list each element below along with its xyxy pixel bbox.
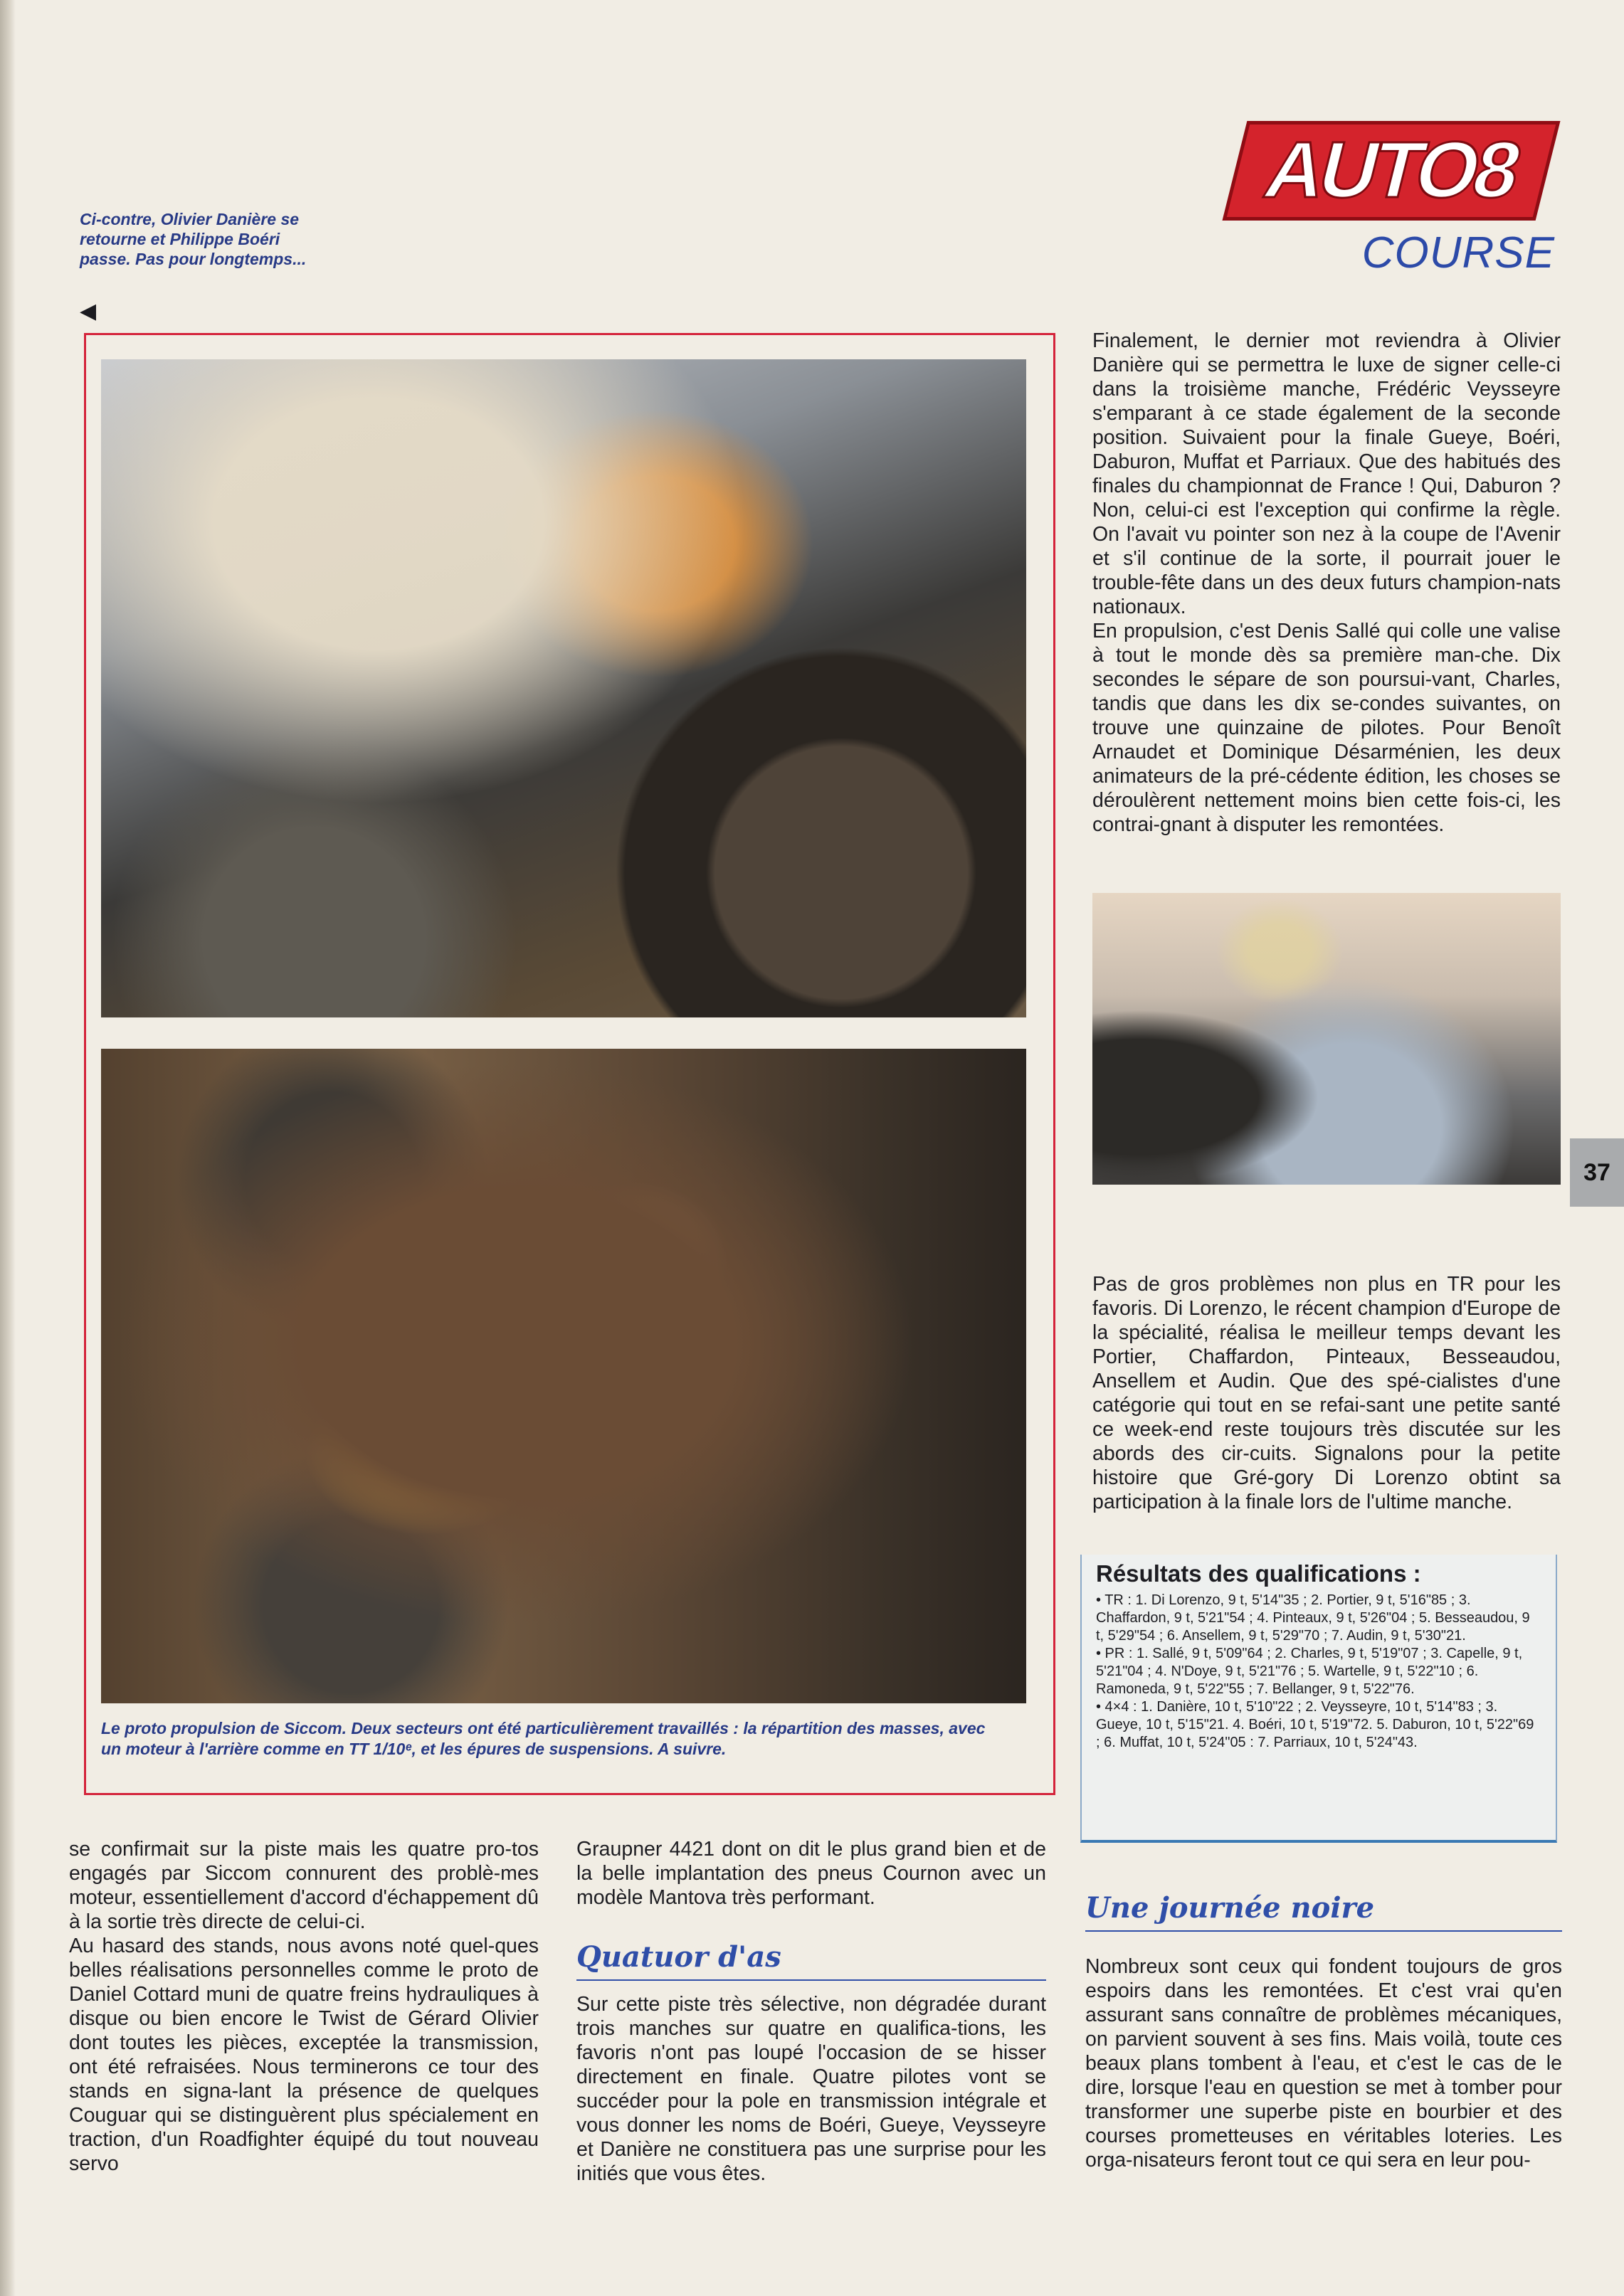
article-column-right-top bbox=[1092, 329, 1561, 837]
paragraph: Sur cette piste très sélective, non dégradée durant trois manches sur quatre en qualifica-tions, les favoris n'ont pas loupé l'occasion de se hisser directement en finale. Quatre pilotes vont se succéder pour la pole en transmission intégrale et vous donner les noms de Boéri, Gueye, Veysseyre et Danière ne constituera pas une surprise pour les initiés que vous êtes. bbox=[576, 1993, 1046, 2185]
article-column-middle-bottom-2 bbox=[576, 1992, 1046, 2186]
logo-course-text: COURSE bbox=[1361, 228, 1555, 277]
results-box bbox=[1080, 1555, 1557, 1843]
heading-rule bbox=[1085, 1930, 1562, 1932]
article-column-right-bottom bbox=[1085, 1954, 1562, 2172]
photo-caption-bottom: Le proto propulsion de Siccom. Deux secteurs ont été particulièrement travaillés : la répartition des masses, avec un moteur à l'arrière comme en TT 1/10ᵉ, et les épures de suspensions. A suivre. bbox=[101, 1719, 986, 1758]
heading-rule bbox=[576, 1979, 1046, 1981]
results-title: Résultats des qualifications : bbox=[1096, 1560, 1421, 1587]
paragraph: En propulsion, c'est Denis Sallé qui colle une valise à tout le monde dès sa première man-che. Dix secondes le sépare de son poursui-vant, Charles, tandis que dans les dix se-condes suivantes, on trouve une quinzaine de pilotes. Pour Benoît Arnaudet et Dominique Désarménien, les deux animateurs de la pré-cédente édition, les choses se déroulèrent nettement moins bien cette fois-ci, les contrai-gnant à disputer les remontées. bbox=[1092, 620, 1561, 836]
article-column-right-middle bbox=[1092, 1272, 1561, 1514]
section-heading-journee-noire: Une journée noire bbox=[1085, 1891, 1375, 1925]
paragraph: Au hasard des stands, nous avons noté quel-ques belles réalisations personnelles comme le proto de Daniel Cottard muni de quatre freins hydrauliques à disque ou bien encore le Twist de Gérard Olivier dont toutes les pièces, exceptée la transmission, ont été refraisées. Nous terminerons ce tour des stands en signa-lant la présence de quelques Couguar qui se distinguèrent plus spécialement en traction, d'un Roadfighter équipé du tout nouveau servo bbox=[69, 1935, 539, 2175]
page-binding-shadow bbox=[0, 0, 16, 2296]
photo-buggy-wheel bbox=[1092, 893, 1561, 1185]
page-number: 37 bbox=[1570, 1138, 1624, 1207]
paragraph: Graupner 4421 dont on dit le plus grand bien et de la belle implantation des pneus Cournon avec un modèle Mantova très performant. bbox=[576, 1838, 1046, 1909]
section-heading-quatuor: Quatuor d'as bbox=[576, 1940, 781, 1974]
results-tr: • TR : 1. Di Lorenzo, 9 t, 5'14"35 ; 2. Portier, 9 t, 5'16"85 ; 3. Chaffardon, 9 t, 5'21"54 ; 4. Pinteaux, 9 t, 5'26"04 ; 5. Besseaudou, 9 t, 5'29"54 ; 6. Ansellem, 9 t, 5'29"70 ; 7. Audin, 9 t, 5'30"21. bbox=[1096, 1592, 1530, 1644]
paragraph: Pas de gros problèmes non plus en TR pour les favoris. Di Lorenzo, le récent champion d'Europe de la spécialité, réalisa le meilleur temps devant les Portier, Chaffardon, Pinteaux, Besseaudou, Ansellem et Audin. Que des spé-cialistes d'une catégorie qui tout en se refai-sant une petite santé ce week-end reste toujours très discutée sur les abords des cir-cuits. Signalons pour la petite histoire que Gré-gory Di Lorenzo obtint sa participation à la finale lors de l'ultime manche. bbox=[1092, 1273, 1561, 1513]
paragraph: Nombreux sont ceux qui fondent toujours de gros espoirs dans les remontées. Et c'est vrai qu'en assurant sans connaître de problèmes mécaniques, on parvient souvent à ses fins. Mais voilà, toute ces beaux plans tombent à l'eau, et c'est le cas de le dire, lorsque l'eau en question se met à tomber pour transformer une superbe piste en bourbier et des courses prometteuses en véritables loteries. Les orga-nisateurs feront tout ce qui sera en leur pou- bbox=[1085, 1955, 1562, 2171]
photo-siccom-proto bbox=[101, 1049, 1026, 1703]
logo-auto-text: AUTO8 bbox=[1223, 121, 1561, 221]
paragraph: Finalement, le dernier mot reviendra à Olivier Danière qui se permettra le luxe de signer celle-ci dans la troisième manche, Frédéric Veysseyre s'emparant à ce stade également de la seconde position. Suivaient pour la finale Gueye, Boéri, Daburon, Muffat et Parriaux. Que des habitués des finales du championnat de France ! Qui, Daburon ? Non, celui-ci est l'exception qui confirme la règle. On l'avait vu pointer son nez à la coupe de l'Avenir et s'il continue de la sorte, il pourrait jouer le trouble-fête dans un des deux futurs champion-nats nationaux. bbox=[1092, 329, 1561, 618]
photo-engine-closeup bbox=[101, 359, 1026, 1017]
results-4x4: • 4×4 : 1. Danière, 10 t, 5'10"22 ; 2. Veysseyre, 10 t, 5'14"83 ; 3. Gueye, 10 t, 5'15"21. 4. Boéri, 10 t, 5'19"72. 5. Daburon, 10 t, 5'22"69 ; 6. Muffat, 10 t, 5'24"05 : 7. Parriaux, 10 t, 5'24"43. bbox=[1096, 1699, 1534, 1750]
paragraph: se confirmait sur la piste mais les quatre pro-tos engagés par Siccom connurent des problè-mes moteur, essentiellement d'accord d'échappement dû à la sortie très directe de celui-ci. bbox=[69, 1838, 539, 1933]
photo-caption-top: Ci-contre, Olivier Danière se retourne et Philippe Boéri passe. Pas pour longtemps... bbox=[80, 210, 307, 268]
article-column-left-bottom bbox=[69, 1837, 539, 2176]
magazine-logo bbox=[1220, 121, 1562, 285]
left-arrow-icon: ◀ bbox=[80, 300, 97, 323]
article-column-middle-bottom bbox=[576, 1837, 1046, 1910]
results-pr: • PR : 1. Sallé, 9 t, 5'09"64 ; 2. Charles, 9 t, 5'19"07 ; 3. Capelle, 9 t, 5'21"04 ; 4. N'Doye, 9 t, 5'21"76 ; 5. Wartelle, 9 t, 5'22"10 ; 6. Ramoneda, 9 t, 5'22"55 ; 7. Bellanger, 9 t, 5'22"76. bbox=[1096, 1646, 1523, 1697]
